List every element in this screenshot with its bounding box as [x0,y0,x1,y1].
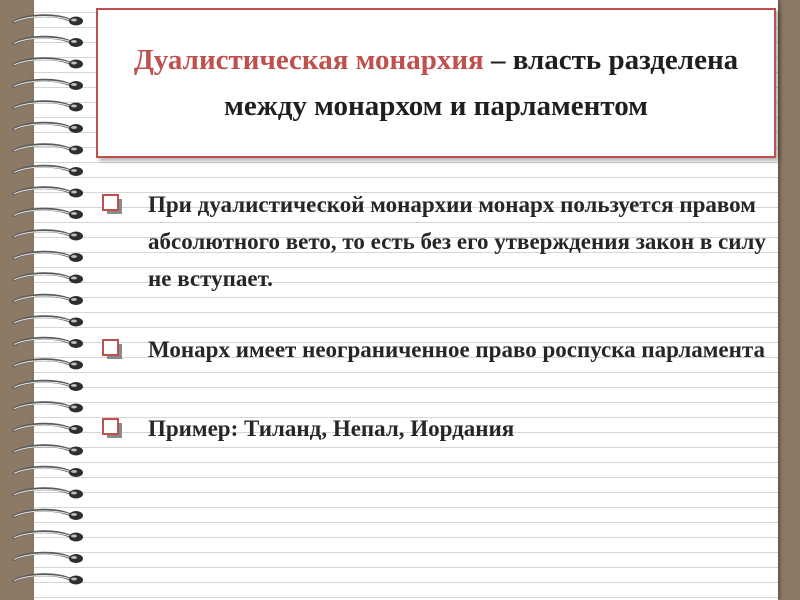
bullet-text: При дуалистической монархии монарх пользуется правом абсолютного вето, то есть без его утверждения закон в силу не вступает. [148,192,766,291]
bullet-text: Пример: Тиланд, Непал, Иордания [148,416,515,441]
bullet-list [100,186,790,475]
spiral-binding-icon [8,10,88,590]
bullet-item [100,331,790,368]
title-rest: – власть разделена между монархом и парламентом [224,44,739,122]
bullet-item [100,186,790,297]
bullet-text: Монарх имеет неограниченное право роспуска парламента [148,337,765,362]
checkbox-icon [102,194,124,216]
bullet-item [100,410,790,447]
checkbox-icon [102,418,124,440]
title-accent: Дуалистическая монархия [133,44,484,76]
title-box [96,8,776,158]
checkbox-icon [102,339,124,361]
slide-title [128,37,744,129]
